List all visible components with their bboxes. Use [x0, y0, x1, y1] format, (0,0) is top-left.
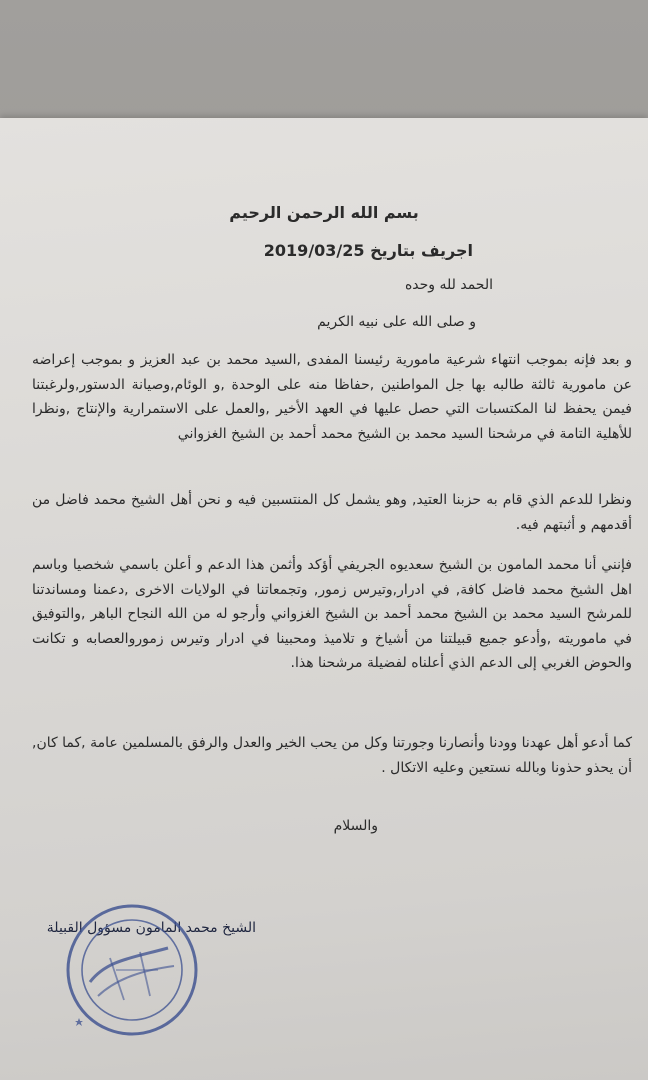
signature-line: الشيخ محمد المامون مسؤول القبيلة: [46, 920, 256, 936]
basmala-heading: بسم الله الرحمن الرحيم: [229, 203, 419, 222]
closing-salutation: والسلام: [333, 818, 378, 834]
praise-line: الحمد لله وحده: [404, 277, 493, 293]
paragraph-context: و بعد فإنه بموجب انتهاء شرعية مامورية رئيسنا المفدى ,السيد محمد بن عبد العزيز و بموجب إعراضه عن مامورية ثالثة طالبه بها جل المواطنين ,حفاظا منه على الوحدة ,و الوئام,وصيانة الدستور,ولرغبتنا فيمن يحفظ لنا المكتسبات التي حصل عليها في العهد الأخير ,والعمل على الاستمرارية والإنتاج ,ونظرا للأهلية التامة في مرشحنا السيد محمد بن الشيخ محمد أحمد بن الشيخ الغزواني: [32, 352, 632, 442]
paragraph-party-support: ونظرا للدعم الذي قام به حزبنا العتيد, وهو يشمل كل المنتسبين فيه و نحن أهل الشيخ محمد فاضل من أقدمهم و أثبتهم فيه.: [32, 492, 632, 533]
blessing-line: و صلى الله على نبيه الكريم: [317, 314, 476, 330]
paragraph-appeal: كما أدعو أهل عهدنا وودنا وأنصارنا وجورتنا وكل من يحب الخير والعدل والرفق بالمسلمين عامة ,كما كان, أن يحذو حذونا وبالله نستعين وعليه الاتكال .: [32, 735, 632, 776]
letter-date: اجريف بتاريخ 2019/03/25: [263, 241, 473, 260]
paragraph-declaration: فإنني أنا محمد المامون بن الشيخ سعديوه الجريفي أؤكد وأثمن هذا الدعم و أعلن باسمي شخصيا وباسم اهل الشيخ محمد فاضل كافة, في ادرار,وتيرس زمور, وتجمعاتنا في الولايات الاخرى ,دعمنا ومساندتنا للمرشح السيد محمد بن الشيخ محمد أحمد بن الشيخ الغزواني وأرجو له من الله النجاح الباهر ,والتوفيق في ماموريته ,وأدعو جميع قبيلتنا من أشياخ و تلاميذ ومحبينا في ادرار وتيرس زموروالعصابه و تكانت والحوض الغربي إلى الدعم الذي أعلناه لفضيلة مرشحنا هذا.: [32, 557, 632, 672]
tribal-stamp-seal: [62, 900, 202, 1040]
